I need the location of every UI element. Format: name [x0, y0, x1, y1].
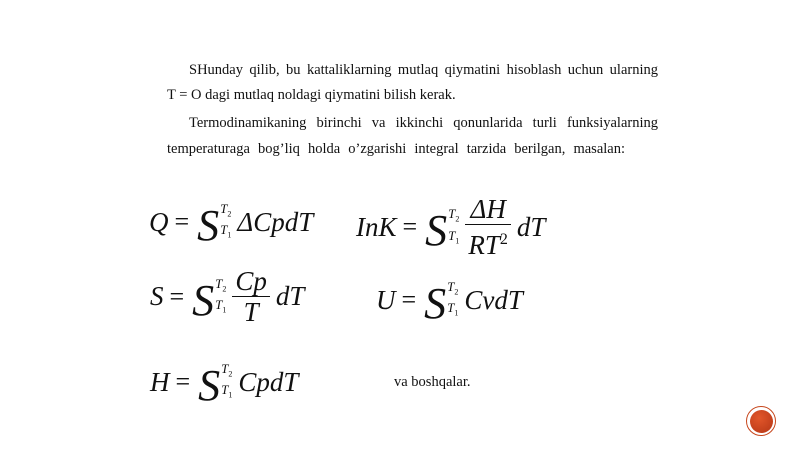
next-slide-icon: [750, 410, 773, 433]
equals-sign: =: [174, 207, 190, 236]
fraction-numerator: Cp: [235, 266, 267, 296]
upper-limit: $T_2$: [220, 201, 232, 219]
differential: dT: [516, 211, 546, 242]
trailing-note: va boshqalar.: [394, 374, 471, 390]
equals-sign: =: [175, 367, 191, 396]
integral-symbol: S: [424, 279, 447, 328]
integral-symbol: S: [192, 275, 215, 325]
integral-limits: [448, 207, 459, 247]
paragraph-line-2: T = O dagi mutlaq noldagi qiymatini bilish kerak.: [167, 87, 456, 103]
lower-limit: $T_1$: [221, 382, 233, 400]
next-slide-button[interactable]: [746, 406, 776, 436]
equals-sign: =: [402, 212, 418, 242]
upper-limit: $T_2$: [221, 361, 233, 379]
formula-lnk: [356, 194, 545, 260]
upper-limit: $T_2$: [215, 275, 227, 294]
formula-s: [150, 266, 304, 327]
paragraph-line-4: temperaturaga bog’liq holda o’zgarishi integral tarzida berilgan, masalan:: [167, 141, 625, 157]
fraction-denominator: $RT^2$: [468, 230, 508, 261]
equals-sign: =: [401, 285, 417, 314]
differential: dT: [275, 281, 305, 312]
integral-limits: [220, 202, 231, 242]
paragraph-line-1: SHunday qilib, bu kattaliklarning mutlaq qiymatini hisoblash uchun ularning: [189, 62, 658, 78]
equals-sign: =: [169, 281, 185, 311]
formula-lhs: Q: [149, 206, 169, 237]
integrand: ΔCpdT: [237, 206, 314, 237]
lower-limit: $T_1$: [215, 297, 227, 315]
fraction: [465, 194, 511, 260]
upper-limit: $T_2$: [448, 206, 460, 224]
formula-u: [376, 278, 523, 328]
fraction: [232, 266, 270, 327]
upper-limit: $T_2$: [447, 279, 459, 297]
formula-lhs: U: [376, 284, 396, 315]
fraction-numerator: ΔH: [470, 194, 506, 224]
integral-symbol: S: [425, 206, 448, 256]
formula-q: [149, 200, 314, 250]
integral-symbol: S: [198, 361, 221, 410]
formula-lhs: InK: [356, 211, 397, 242]
integral-limits: [447, 280, 458, 320]
lower-limit: $T_1$: [447, 300, 459, 318]
integral-limits: [221, 362, 232, 402]
fraction-denominator: T: [243, 297, 259, 328]
integral-symbol: S: [197, 201, 220, 250]
paragraph-line-3: Termodinamikaning birinchi va ikkinchi qonunlarida turli funksiyalarning: [189, 115, 658, 131]
integrand: CvdT: [464, 284, 523, 315]
formula-lhs: S: [150, 281, 164, 312]
formula-lhs: H: [150, 366, 170, 397]
formula-h: [150, 360, 299, 410]
integral-limits: [215, 277, 226, 317]
lower-limit: $T_1$: [220, 222, 232, 240]
integrand: CpdT: [238, 366, 299, 397]
lower-limit: $T_1$: [448, 227, 460, 246]
